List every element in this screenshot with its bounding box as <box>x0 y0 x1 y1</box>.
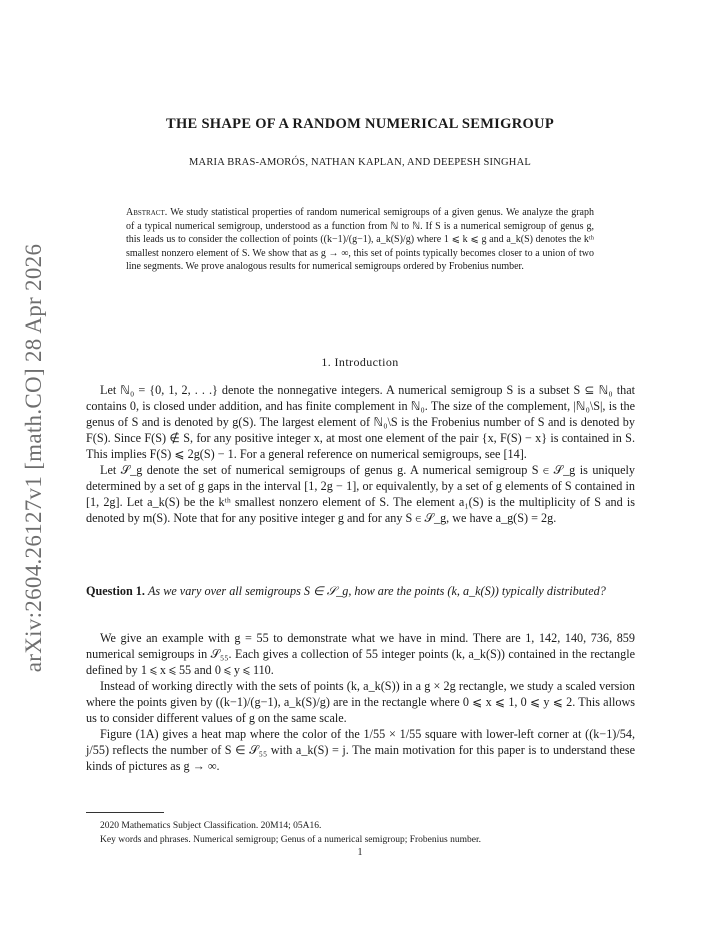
example-body <box>86 630 635 774</box>
footnotes <box>100 819 640 847</box>
paragraph: Instead of working directly with the sets of points (k, a_k(S)) in a g × 2g rectangle, we study a scaled version where the points given by ((k−1)/(g−1), a_k(S)/g) are in the rectangle where 0 ⩽ x ⩽ 1, 0 ⩽ y ⩽ 2. This allows us to consider different values of g on the same scale. <box>86 679 635 725</box>
paragraph: Figure (1A) gives a heat map where the color of the 1/55 × 1/55 square with lower-left corner at ((k−1)/54, j/55) reflects the number of S ∈ 𝒮₅₅ with a_k(S) = j. The main motivation for this paper is to understand these kinds of pictures as g → ∞. <box>86 727 635 773</box>
question-1 <box>86 583 635 599</box>
section-heading: 1. Introduction <box>321 355 399 369</box>
abstract-text: We study statistical properties of random numerical semigroups of a given genus. We analyze the graph of a typical numerical semigroup, understood as a function from ℕ to ℕ. If S is a numerical semigroup of genus g, this leads us to consider the collection of points ((k−1)/(g−1), a_k(S)/g) where 1 ⩽ k ⩽ g and a_k(S) denotes the kᵗʰ smallest nonzero element of S. We show that as g → ∞, this set of points typically becomes closer to a union of two line segments. We prove analogous results for numerical semigroups ordered by Frobenius number. <box>126 207 594 272</box>
question-label: Question 1. <box>86 584 145 598</box>
footnote-keywords: Key words and phrases. Numerical semigroup; Genus of a numerical semigroup; Frobenius number. <box>100 835 481 845</box>
paragraph: Let 𝒮_g denote the set of numerical semigroups of genus g. A numerical semigroup S ∈ 𝒮_g is uniquely determined by a set of g gaps in the interval [1, 2g − 1], or equivalently, by a set of g elements of S contained in [1, 2g]. Let a_k(S) be the kᵗʰ smallest nonzero element of S. The element a₁(S) is the multiplicity of S and is denoted by m(S). Note that for any positive integer g and for any S ∈ 𝒮_g, we have a_g(S) = 2g. <box>86 463 635 525</box>
paper-title: THE SHAPE OF A RANDOM NUMERICAL SEMIGROUP <box>166 116 554 132</box>
footnote-msc: 2020 Mathematics Subject Classification. 20M14; 05A16. <box>100 821 322 831</box>
arxiv-stamp <box>0 0 60 932</box>
abstract <box>126 206 594 274</box>
intro-body <box>86 382 635 526</box>
abstract-label: Abstract. <box>126 207 168 218</box>
paragraph: We give an example with g = 55 to demonstrate what we have in mind. There are 1, 142, 140, 736, 859 numerical semigroups in 𝒮₅₅. Each gives a collection of 55 integer points (k, a_k(S)) contained in the rectangle defined by 1 ⩽ x ⩽ 55 and 0 ⩽ y ⩽ 110. <box>86 631 635 677</box>
question-text: As we vary over all semigroups S ∈ 𝒮_g, how are the points (k, a_k(S)) typically distributed? <box>147 584 606 598</box>
arxiv-identifier: arXiv:2604.26127v1 [math.CO] 28 Apr 2026 <box>21 243 46 673</box>
footnote-rule <box>86 812 164 813</box>
page-number: 1 <box>357 847 363 858</box>
paragraph: Let ℕ₀ = {0, 1, 2, . . .} denote the nonnegative integers. A numerical semigroup S is a subset S ⊆ ℕ₀ that contains 0, is closed under addition, and has finite complement in ℕ₀. The size of the complement, |ℕ₀\S|, is the genus of S and is denoted by g(S). The largest element of ℕ₀\S is the Frobenius number of S and is denoted by F(S). Since F(S) ∉ S, for any positive integer x, at most one element of the pair {x, F(S) − x} is contained in S. This implies F(S) ⩽ 2g(S) − 1. For a general reference on numerical semigroups, see [14]. <box>86 383 635 461</box>
paper-authors: MARIA BRAS-AMORÓS, NATHAN KAPLAN, AND DEEPESH SINGHAL <box>189 157 531 168</box>
